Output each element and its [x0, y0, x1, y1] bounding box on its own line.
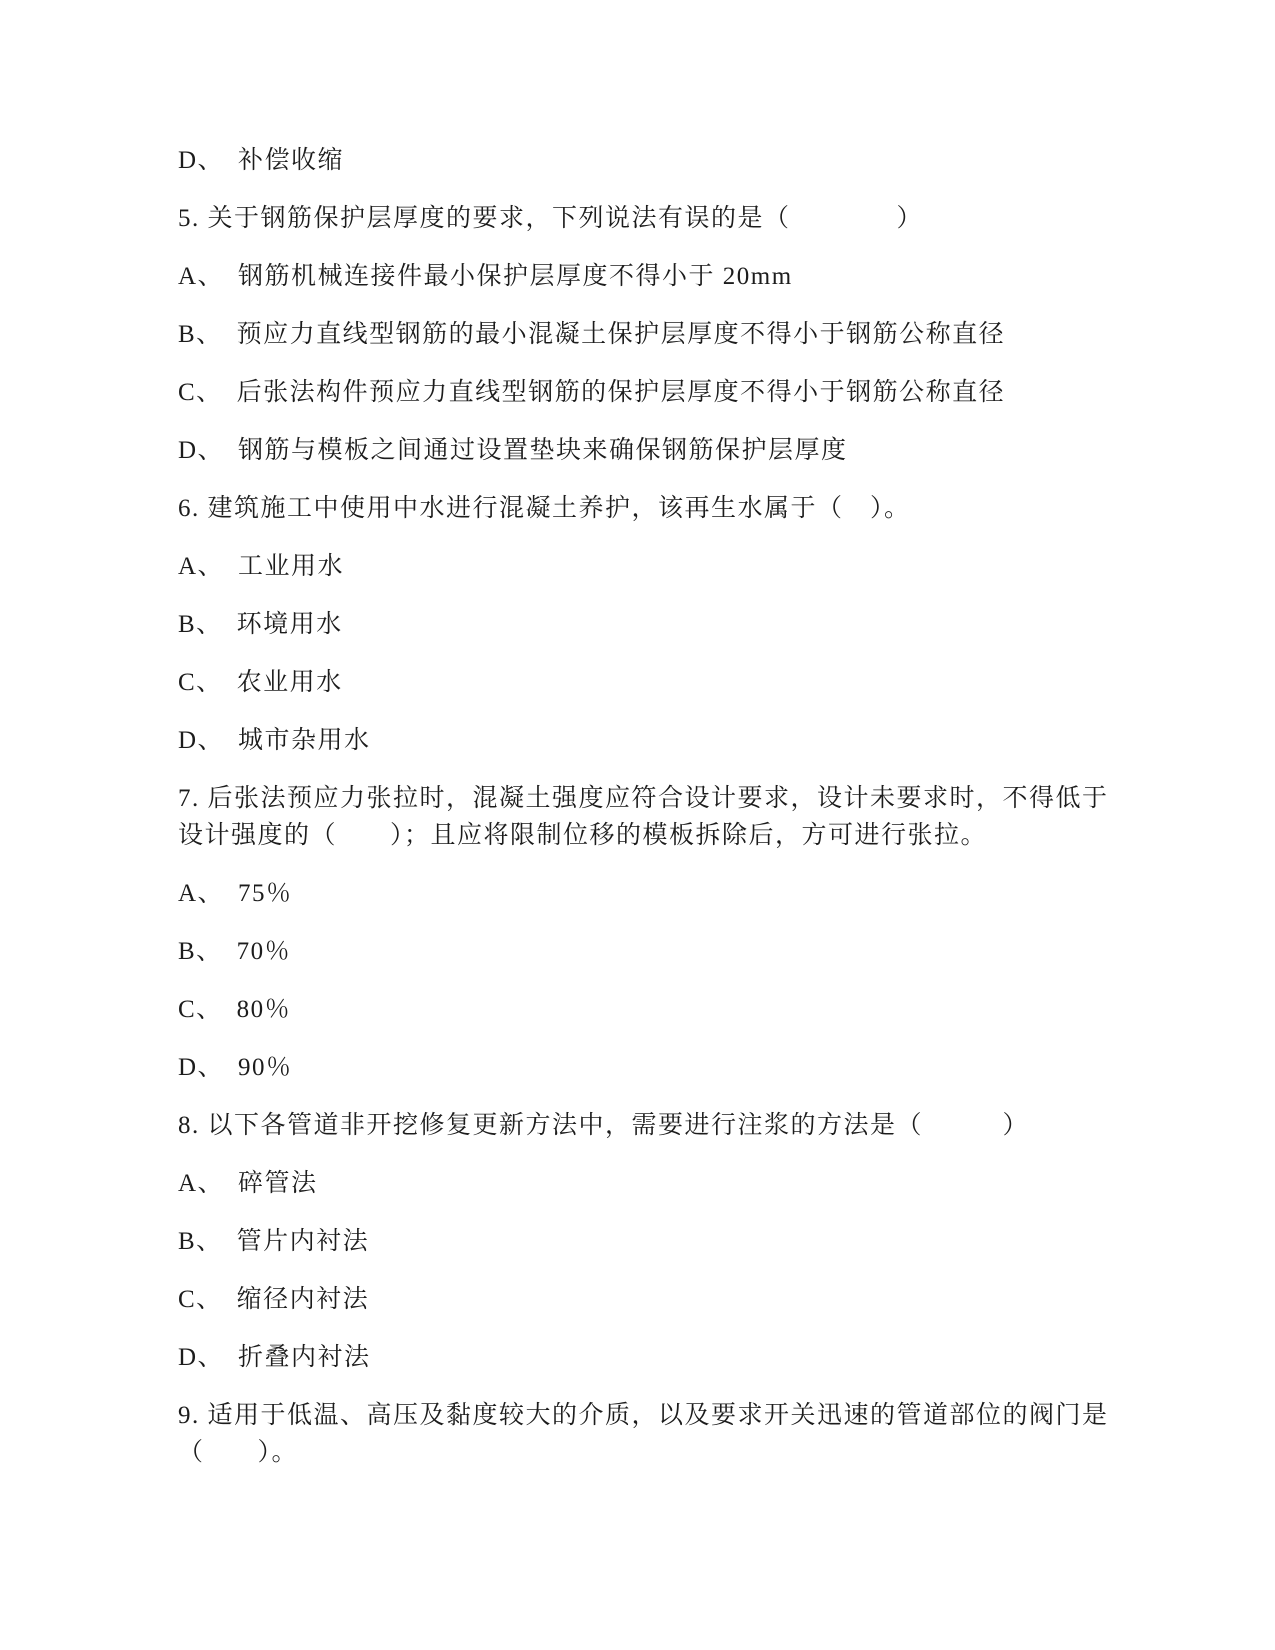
question-9-line-2: （ ）。 [178, 1439, 299, 1466]
option-7-c: C、 80％ [178, 996, 292, 1023]
option-8-b: B、 管片内衬法 [178, 1228, 370, 1255]
option-5-d: D、 钢筋与模板之间通过设置垫块来确保钢筋保护层厚度 [178, 437, 848, 464]
option-7-b: B、 70％ [178, 938, 292, 965]
question-8: 8. 以下各管道非开挖修复更新方法中，需要进行注浆的方法是（ ） [178, 1112, 1030, 1139]
question-9-line-1: 9. 适用于低温、高压及黏度较大的介质，以及要求开关迅速的管道部位的阀门是 [178, 1402, 1109, 1429]
option-8-d: D、 折叠内衬法 [178, 1344, 371, 1371]
option-6-b: B、 环境用水 [178, 611, 343, 638]
option-8-c: C、 缩径内衬法 [178, 1286, 370, 1313]
option-5-c: C、 后张法构件预应力直线型钢筋的保护层厚度不得小于钢筋公称直径 [178, 379, 1006, 406]
option-7-a: A、 75％ [178, 880, 293, 907]
option-6-c: C、 农业用水 [178, 669, 343, 696]
option-8-a: A、 碎管法 [178, 1170, 318, 1197]
option-5-a: A、 钢筋机械连接件最小保护层厚度不得小于 20mm [178, 263, 793, 290]
question-7-line-2: 设计强度的（ ）；且应将限制位移的模板拆除后，方可进行张拉。 [178, 822, 988, 849]
option-7-d: D、 90％ [178, 1054, 293, 1081]
option-6-a: A、 工业用水 [178, 553, 345, 580]
option-4-d: D、 补偿收缩 [178, 147, 345, 174]
question-6: 6. 建筑施工中使用中水进行混凝土养护，该再生水属于（ ）。 [178, 495, 911, 522]
question-5: 5. 关于钢筋保护层厚度的要求，下列说法有误的是（ ） [178, 205, 924, 232]
option-6-d: D、 城市杂用水 [178, 727, 371, 754]
question-7-line-1: 7. 后张法预应力张拉时，混凝土强度应符合设计要求，设计未要求时，不得低于 [178, 785, 1109, 812]
option-5-b: B、 预应力直线型钢筋的最小混凝土保护层厚度不得小于钢筋公称直径 [178, 321, 1006, 348]
